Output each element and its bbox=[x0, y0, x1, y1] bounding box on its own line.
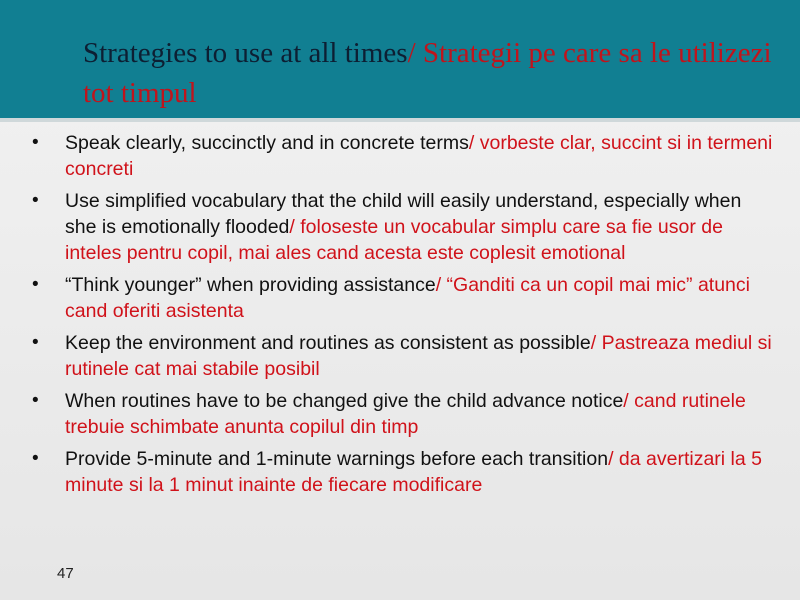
list-item bbox=[28, 130, 773, 182]
bullet-english: Use simplified vocabulary that the child will easily understand, especially when she is emotionally flooded bbox=[65, 190, 742, 238]
list-item bbox=[28, 272, 773, 324]
slide-title-english: Strategies to use at all times bbox=[83, 37, 408, 69]
list-item bbox=[28, 330, 773, 382]
bullet-icon: • bbox=[32, 448, 39, 469]
bullet-romanian: / Pastreaza mediul si rutinele cat mai stabile posibil bbox=[65, 332, 772, 380]
bullet-english: When routines have to be changed give the child advance notice bbox=[65, 390, 624, 412]
bullet-romanian: / foloseste un vocabular simplu care sa fie usor de inteles pentru copil, mai ales cand acesta este coplesit emotional bbox=[65, 216, 723, 264]
bullet-icon: • bbox=[32, 390, 39, 411]
page-number: 47 bbox=[57, 565, 74, 582]
list-item bbox=[28, 188, 773, 266]
list-item bbox=[28, 388, 773, 440]
bullet-english: “Think younger” when providing assistance bbox=[65, 274, 436, 296]
bullet-icon: • bbox=[32, 332, 39, 353]
list-item bbox=[28, 446, 773, 498]
bullet-romanian: / vorbeste clar, succint si in termeni concreti bbox=[65, 132, 773, 180]
bullet-icon: • bbox=[32, 132, 39, 153]
bullet-romanian: / cand rutinele trebuie schimbate anunta copilul din timp bbox=[65, 390, 746, 438]
bullet-romanian: / “Ganditi ca un copil mai mic” atunci cand oferiti asistenta bbox=[65, 274, 750, 322]
bullet-icon: • bbox=[32, 190, 39, 211]
bullet-english: Provide 5-minute and 1-minute warnings before each transition bbox=[65, 448, 609, 470]
bullet-english: Keep the environment and routines as consistent as possible bbox=[65, 332, 591, 354]
bullet-romanian: / da avertizari la 5 minute si la 1 minut inainte de fiecare modificare bbox=[65, 448, 762, 496]
bullet-icon: • bbox=[32, 274, 39, 295]
slide-title-romanian: / Strategii pe care sa le utilizezi tot timpul bbox=[83, 37, 772, 109]
bullet-english: Speak clearly, succinctly and in concrete terms bbox=[65, 132, 469, 154]
title-divider bbox=[0, 118, 800, 122]
slide-title bbox=[83, 33, 773, 113]
bullet-list bbox=[28, 130, 773, 504]
